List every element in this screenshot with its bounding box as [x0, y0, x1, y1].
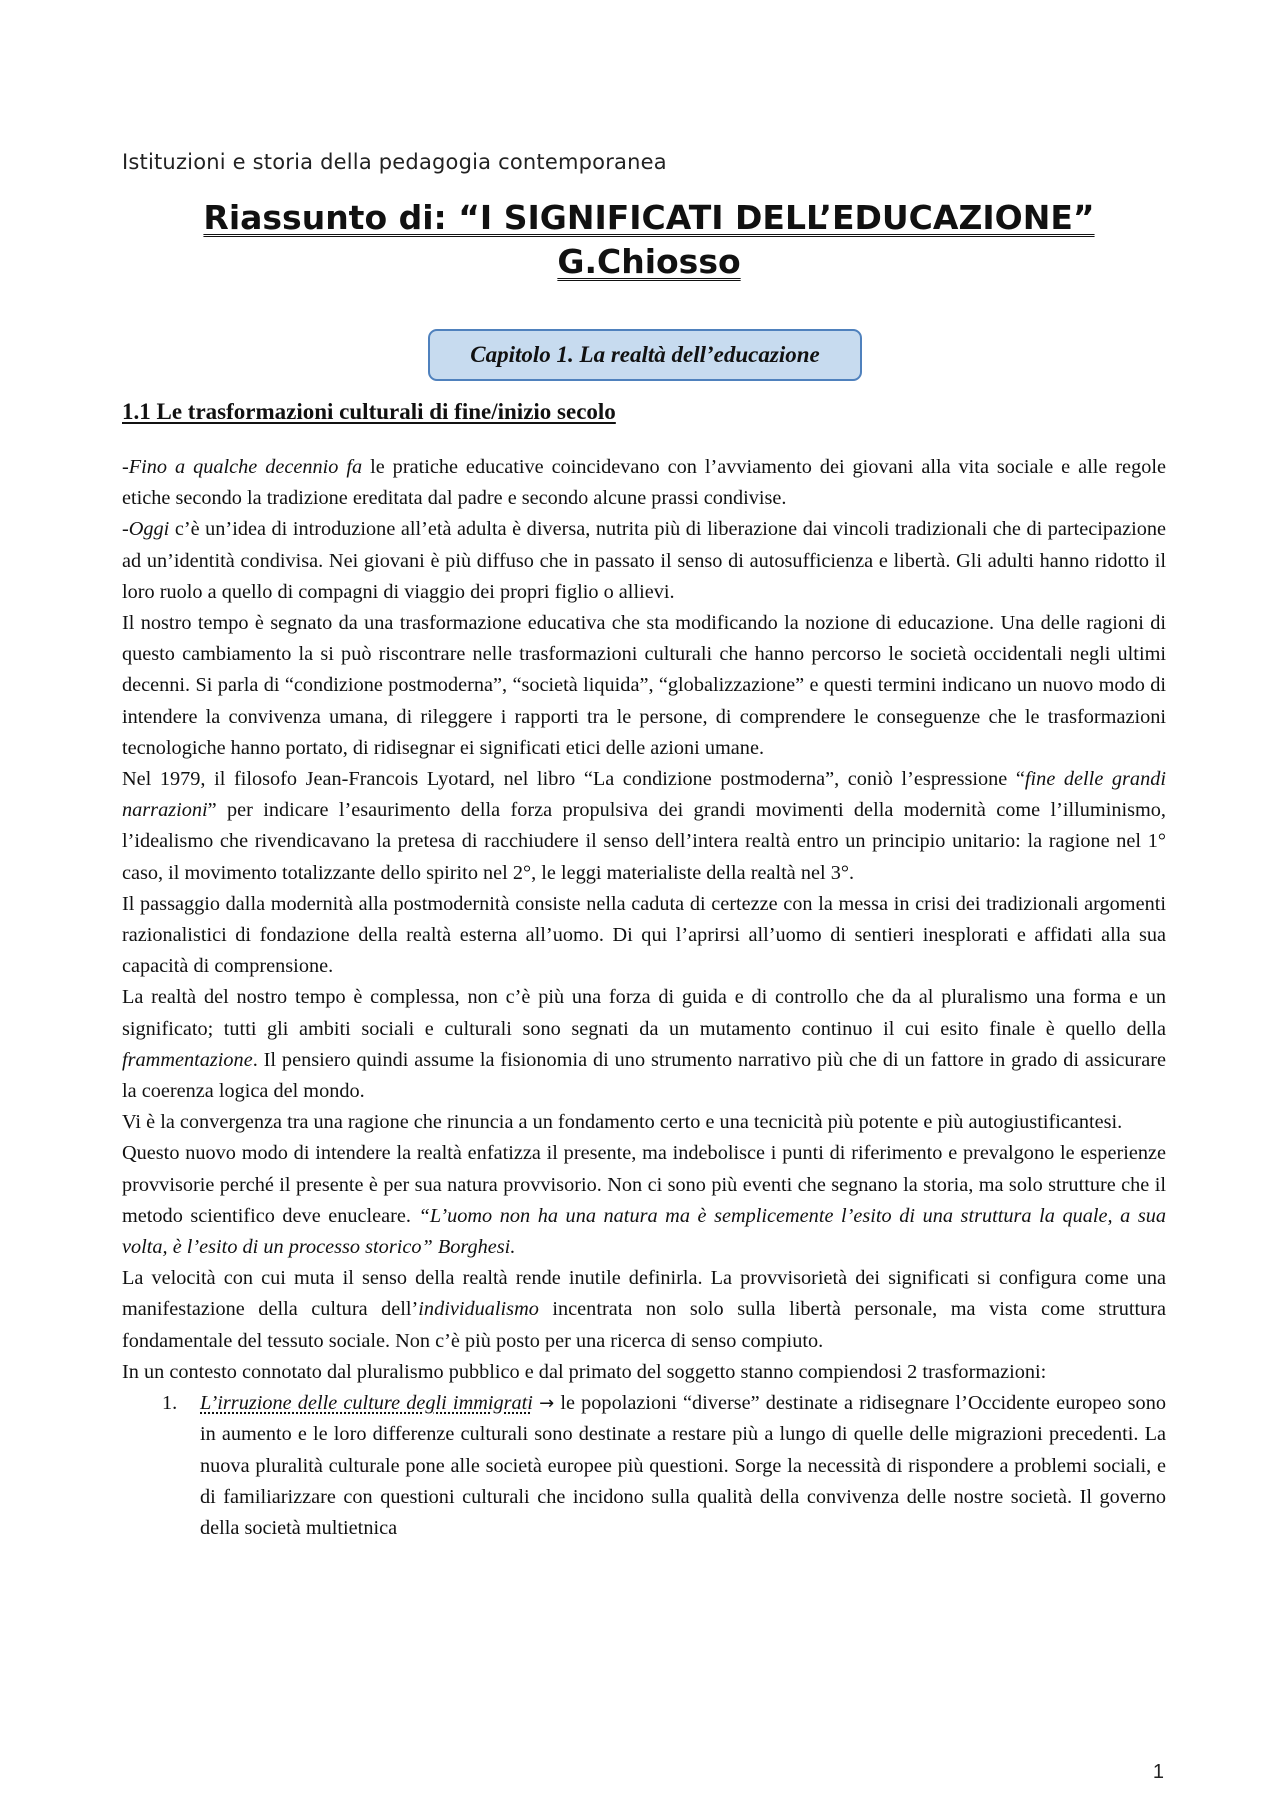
section-title: 1.1 Le trasformazioni culturali di fine/inizio secolo [122, 399, 616, 424]
course-name: Istituzioni e storia della pedagogia contemporanea [122, 150, 667, 174]
chapter-heading-box [428, 329, 862, 381]
title-line-2: G.Chiosso [557, 242, 741, 281]
list-item-heading: L’irruzione delle culture degli immigrati [200, 1392, 533, 1415]
list-number: 1. [162, 1392, 178, 1415]
paragraph: La realtà del nostro tempo è complessa, non c’è più una forza di guida e di controllo che da al pluralismo una forma e un significato; tutti gli ambiti sociali e culturali sono segnati da un mutamento continuo il cui esito finale è quello della frammentazione. Il pensiero quindi assume la fisionomia di uno strumento narrativo più che di un fattore in grado di assicurare la coerenza logica del mondo. [122, 986, 1166, 1103]
paragraph: Questo nuovo modo di intendere la realtà enfatizza il presente, ma indebolisce i punti di riferimento e prevalgono le esperienze provvisorie perché il presente è per sua natura provvisorio. Non ci sono più eventi che segnano la storia, ma solo strutture che il metodo scientifico deve enucleare. “L’uomo non ha una natura ma è semplicemente l’esito di una struttura la quale, a sua volta, è l’esito di un processo storico” Borghesi. [122, 1142, 1166, 1259]
emphasis: frammentazione [122, 1048, 253, 1071]
chapter-label: Capitolo 1. La realtà dell’educazione [470, 342, 820, 367]
document-title [122, 196, 1176, 284]
paragraph: -Oggi c’è un’idea di introduzione all’età adulta è diversa, nutrita più di liberazione dai vincoli tradizionali che di partecipazione ad un’identità condivisa. Nei giovani è più diffuso che in passato il senso di autosufficienza e libertà. Gli adulti hanno ridotto il loro ruolo a quello di compagni di viaggio dei propri figlio o allievi. [122, 518, 1166, 603]
paragraph: Il nostro tempo è segnato da una trasformazione educativa che sta modificando la nozione di educazione. Una delle ragioni di questo cambiamento la si può riscontrare nelle trasformazioni culturali che hanno percorso le società occidentali negli ultimi decenni. Si parla di “condizione postmoderna”, “società liquida”, “globalizzazione” e questi termini indicano un nuovo modo di intendere la convivenza umana, di rileggere i rapporti tra le persone, di comprendere le conseguenze che le trasformazioni tecnologiche hanno portato, di ridisegnar ei significati etici delle azioni umane. [122, 612, 1166, 759]
paragraph: Nel 1979, il filosofo Jean-Francois Lyotard, nel libro “La condizione postmoderna”, coniò l’espressione “fine delle grandi narrazioni” per indicare l’esaurimento della forza propulsiva dei grandi movimenti della modernità come l’illuminismo, l’idealismo che rivendicavano la pretesa di racchiudere il senso dell’intera realtà entro un principio unitario: la ragione nel 1° caso, il movimento totalizzante dello spirito nel 2°, le leggi materialiste della realtà nel 3°. [122, 768, 1166, 884]
paragraph: In un contesto connotato dal pluralismo pubblico e dal primato del soggetto stanno compiendosi 2 trasformazioni: [122, 1360, 1047, 1383]
numbered-list [122, 1388, 1166, 1544]
right-arrow-icon: → [539, 1393, 555, 1415]
body-text [122, 452, 1166, 1544]
emphasis: -Oggi [122, 518, 170, 541]
page-number: 1 [1152, 1761, 1164, 1783]
title-line-1: Riassunto di: “I SIGNIFICATI DELL’EDUCAZIONE” [203, 198, 1095, 237]
paragraph: -Fino a qualche decennio fa le pratiche educative coincidevano con l’avviamento dei giovani alla vita sociale e alle regole etiche secondo la tradizione ereditata dal padre e secondo alcune prassi condivise. [122, 456, 1166, 510]
list-item: 1. L’irruzione delle culture degli immigrati → le popolazioni “diverse” destinate a ridisegnare l’Occidente europeo sono in aumento e le loro differenze culturali sono destinate a restare più a lungo di quelle delle migrazioni precedenti. La nuova pluralità culturale pone alle società europee più questioni. Sorge la necessità di rispondere a problemi sociali, e di familiarizzare con questioni culturali che incidono sulla qualità della convivenza delle nostre società. Il governo della società multietnica [122, 1388, 1166, 1544]
quote: “L’uomo non ha una natura ma è semplicemente l’esito di una struttura la quale, a sua volta, è l’esito di un processo storico” Borghesi. [122, 1204, 1166, 1259]
paragraph: Il passaggio dalla modernità alla postmodernità consiste nella caduta di certezze con la messa in crisi dei tradizionali argomenti razionalistici di fondazione della realtà esterna all’uomo. Di qui l’aprirsi all’uomo di sentieri inesplorati e affidati alla sua capacità di comprensione. [122, 892, 1166, 978]
emphasis: individualismo [418, 1298, 539, 1321]
paragraph: Vi è la convergenza tra una ragione che rinuncia a un fondamento certo e una tecnicità più potente e più autogiustificantesi. [122, 1111, 1123, 1134]
emphasis: -Fino a qualche decennio fa [122, 456, 363, 478]
emphasis: fine delle grandi narrazioni [122, 768, 1166, 822]
paragraph: La velocità con cui muta il senso della realtà rende inutile definirla. La provvisorietà dei significati si configura come una manifestazione della cultura dell’individualismo incentrata non solo sulla libertà personale, ma vista come struttura fondamentale del tessuto sociale. Non c’è più posto per una ricerca di senso compiuto. [122, 1267, 1166, 1352]
